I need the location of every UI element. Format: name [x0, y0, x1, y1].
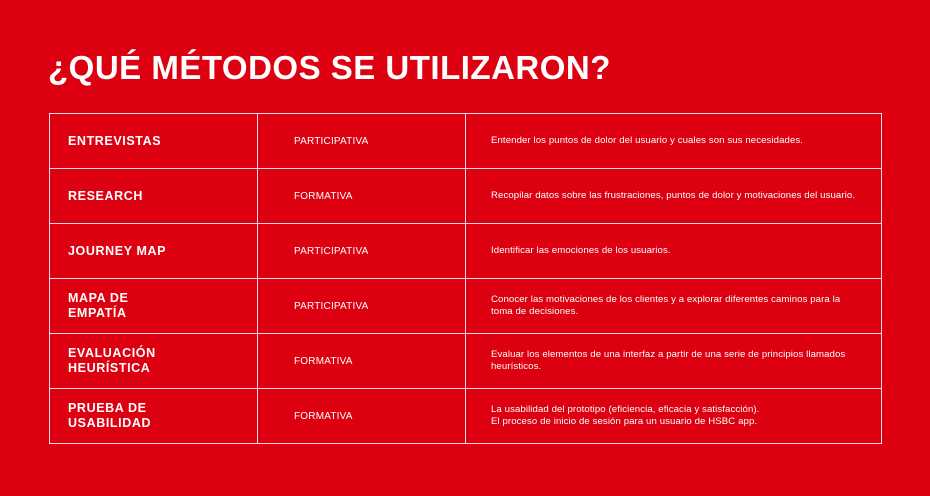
description-cell	[466, 224, 882, 279]
description-cell	[466, 114, 882, 169]
type-cell	[258, 334, 466, 389]
description-cell	[466, 169, 882, 224]
method-description: Evaluar los elementos de una interfaz a partir de una serie de principios llamados heurísticos.	[491, 348, 846, 372]
method-type: FORMATIVA	[294, 410, 353, 422]
method-name: JOURNEY MAP	[68, 243, 167, 258]
type-cell	[258, 279, 466, 334]
type-cell	[258, 224, 466, 279]
description-cell	[466, 334, 882, 389]
description-cell	[466, 279, 882, 334]
method-type: FORMATIVA	[294, 355, 353, 367]
method-description: Entender los puntos de dolor del usuario y cuales son sus necesidades.	[491, 134, 804, 146]
method-type: PARTICIPATIVA	[294, 135, 369, 147]
method-type: FORMATIVA	[294, 190, 353, 202]
method-description: Identificar las emociones de los usuarios.	[491, 244, 671, 256]
description-cell	[466, 389, 882, 444]
table-row	[50, 389, 882, 444]
method-description: Recopilar datos sobre las frustraciones, puntos de dolor y motivaciones del usuario.	[491, 189, 856, 201]
method-cell	[50, 224, 258, 279]
table-row	[50, 334, 882, 389]
method-name: RESEARCH	[68, 188, 143, 203]
method-name: MAPA DE EMPATÍA	[68, 291, 129, 320]
method-cell	[50, 114, 258, 169]
table-row	[50, 169, 882, 224]
method-description: La usabilidad del prototipo (eficiencia, eficacia y satisfacción). El proceso de inicio de sesión para un usuario de HSBC app.	[491, 403, 760, 427]
table-row	[50, 224, 882, 279]
table-row	[50, 114, 882, 169]
method-cell	[50, 334, 258, 389]
table-row	[50, 279, 882, 334]
method-description: Conocer las motivaciones de los clientes y a explorar diferentes caminos para la toma de decisiones.	[491, 293, 841, 317]
method-name: PRUEBA DE USABILIDAD	[68, 401, 152, 430]
method-cell	[50, 279, 258, 334]
method-name: EVALUACIÓN HEURÍSTICA	[68, 346, 156, 375]
type-cell	[258, 169, 466, 224]
method-cell	[50, 169, 258, 224]
type-cell	[258, 114, 466, 169]
method-type: PARTICIPATIVA	[294, 300, 369, 312]
method-type: PARTICIPATIVA	[294, 245, 369, 257]
type-cell	[258, 389, 466, 444]
method-cell	[50, 389, 258, 444]
methods-table	[49, 113, 882, 444]
page-title: ¿QUÉ MÉTODOS SE UTILIZARON?	[48, 49, 611, 86]
method-name: ENTREVISTAS	[68, 133, 162, 148]
